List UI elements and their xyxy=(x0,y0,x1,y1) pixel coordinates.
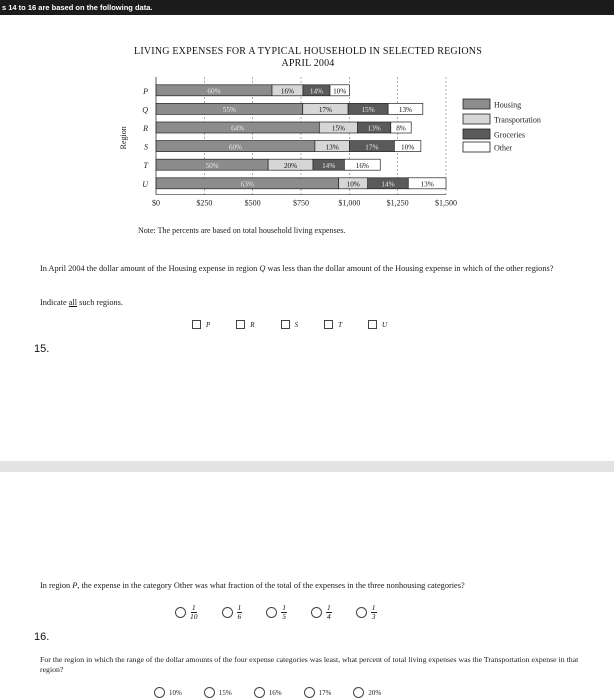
q14-instr-post: such regions. xyxy=(77,298,123,307)
q16-option-17[interactable] xyxy=(304,687,332,698)
data-label-s-other: 10% xyxy=(401,143,415,152)
checkbox[interactable] xyxy=(324,320,333,329)
data-label-t-groceries: 14% xyxy=(322,161,336,170)
region-label-u: U xyxy=(142,179,148,189)
fraction-numerator: 1 xyxy=(282,603,286,612)
radio-button[interactable] xyxy=(266,607,277,618)
checkbox[interactable] xyxy=(192,320,201,329)
q15-prompt-post: , the expense in the category Other was what fraction of the total of the expenses in the three nonhousing categories? xyxy=(77,581,465,590)
q14-option-t[interactable] xyxy=(324,320,342,329)
q15-prompt xyxy=(40,580,600,591)
q14-option-r[interactable] xyxy=(236,320,254,329)
q14-instr-all: all xyxy=(68,298,78,307)
legend-label-housing: Housing xyxy=(494,100,522,110)
legend-label-groceries: Groceries xyxy=(494,130,526,140)
region-label-s: S xyxy=(144,142,148,152)
option-label: P xyxy=(206,320,211,329)
q14-option-s[interactable] xyxy=(281,320,299,329)
legend-label-transportation: Transportation xyxy=(494,115,541,125)
x-tick-label: $250 xyxy=(196,198,213,208)
x-tick-label: $1,000 xyxy=(338,198,361,208)
y-axis-title: Region xyxy=(119,126,128,150)
checkbox[interactable] xyxy=(236,320,245,329)
fraction xyxy=(237,604,243,621)
q14-instruction xyxy=(40,297,123,308)
q16-option-10[interactable] xyxy=(154,687,182,698)
option-label: S xyxy=(294,320,299,329)
q15-prompt-region: P xyxy=(72,581,78,590)
data-label-s-housing: 60% xyxy=(228,143,243,152)
data-label-r-transportation: 15% xyxy=(331,124,346,133)
chart-note xyxy=(138,225,345,236)
radio-button[interactable] xyxy=(304,687,315,698)
living-expenses-chart xyxy=(0,0,614,250)
x-tick-label: $1,500 xyxy=(435,198,457,208)
fraction xyxy=(371,604,377,621)
radio-button[interactable] xyxy=(311,607,322,618)
q15-option-1-5[interactable] xyxy=(266,604,287,621)
data-label-p-groceries: 14% xyxy=(309,87,324,96)
data-label-r-groceries: 13% xyxy=(367,124,381,133)
radio-button[interactable] xyxy=(353,687,364,698)
fraction-denominator: 10 xyxy=(190,612,198,621)
q14-option-u[interactable] xyxy=(368,320,387,329)
q14-prompt-part-3: was less than the dollar amount of the Housing expense in which of the other regions? xyxy=(265,264,554,273)
data-label-q-housing: 55% xyxy=(222,106,236,115)
data-label-r-housing: 64% xyxy=(231,124,245,133)
legend-swatch-groceries xyxy=(463,129,490,139)
legend-swatch-other xyxy=(463,142,490,152)
section-separator xyxy=(0,461,614,472)
option-label: R xyxy=(250,320,255,329)
option-label: U xyxy=(381,320,388,329)
fraction-numerator: 1 xyxy=(191,603,196,612)
q15-option-1-6[interactable] xyxy=(222,604,243,621)
data-label-q-transportation: 17% xyxy=(318,106,333,115)
data-label-u-groceries: 14% xyxy=(381,180,395,189)
radio-button[interactable] xyxy=(154,687,165,698)
q15-option-1-3[interactable] xyxy=(356,604,377,621)
q16-option-20[interactable] xyxy=(353,687,381,698)
fraction-numerator: 1 xyxy=(327,603,331,612)
data-label-s-transportation: 13% xyxy=(325,143,339,152)
option-label: 20% xyxy=(368,688,382,697)
legend-swatch-transportation xyxy=(463,114,490,124)
data-label-r-other: 8% xyxy=(396,124,406,133)
data-label-u-housing: 63% xyxy=(240,180,254,189)
region-label-q: Q xyxy=(142,105,148,115)
legend-label-other: Other xyxy=(494,143,513,153)
q16-option-15[interactable] xyxy=(204,687,232,698)
q14-prompt-region: Q xyxy=(259,264,266,273)
legend-swatch-housing xyxy=(463,99,490,109)
data-label-t-transportation: 20% xyxy=(283,161,298,170)
data-label-u-other: 13% xyxy=(420,180,434,189)
data-label-t-other: 16% xyxy=(355,161,369,170)
region-label-t: T xyxy=(143,161,148,171)
radio-button[interactable] xyxy=(204,687,215,698)
chart-subtitle: APRIL 2004 xyxy=(281,58,335,69)
radio-button[interactable] xyxy=(254,687,265,698)
header-text: s 14 to 16 are based on the following data. xyxy=(2,3,153,12)
fraction-numerator: 1 xyxy=(371,603,376,612)
chart-note-text: Note: The percents are based on total household living expenses. xyxy=(138,226,346,235)
q16-number: 16. xyxy=(34,631,50,643)
q16-option-16[interactable] xyxy=(254,687,282,698)
q15-number: 15. xyxy=(34,343,50,355)
checkbox[interactable] xyxy=(368,320,377,329)
fraction-numerator: 1 xyxy=(237,603,242,612)
region-label-p: P xyxy=(143,86,148,96)
q16-prompt: For the region in which the range of the dollar amounts of the four expense categories was least, what percent of total living expenses was the Transportation expense in that region? xyxy=(40,655,579,674)
q14-prompt xyxy=(40,263,570,274)
q15-options xyxy=(175,604,377,621)
option-label: 17% xyxy=(318,688,332,697)
q15-prompt-pre: In region xyxy=(40,581,73,590)
option-label: 15% xyxy=(218,688,232,697)
fraction-denominator: 5 xyxy=(282,612,286,621)
fraction-denominator: 3 xyxy=(371,612,376,621)
fraction xyxy=(281,604,287,621)
q15-option-1-10[interactable] xyxy=(175,604,198,621)
data-label-p-transportation: 16% xyxy=(280,87,295,96)
radio-button[interactable] xyxy=(356,607,367,618)
data-label-p-other: 10% xyxy=(333,87,347,96)
q14-prompt-part-1: In April 2004 the dollar amount of the Housing expense in region xyxy=(40,264,260,273)
chart-legend xyxy=(463,99,541,153)
checkbox[interactable] xyxy=(281,320,290,329)
data-label-t-housing: 50% xyxy=(205,161,219,170)
q14-options xyxy=(192,320,387,329)
radio-button[interactable] xyxy=(175,607,186,618)
chart-title: LIVING EXPENSES FOR A TYPICAL HOUSEHOLD IN SELECTED REGIONS xyxy=(134,46,482,57)
region-label-r: R xyxy=(143,124,148,133)
fraction xyxy=(190,604,198,621)
q14-instr-pre: Indicate xyxy=(40,298,69,307)
x-tick-label: $0 xyxy=(152,198,160,208)
data-label-u-transportation: 10% xyxy=(346,180,360,189)
radio-button[interactable] xyxy=(222,607,233,618)
option-label: T xyxy=(338,320,342,329)
q15-option-1-4[interactable] xyxy=(311,604,332,621)
q16-options xyxy=(154,687,381,698)
data-label-q-other: 13% xyxy=(398,106,413,115)
data-label-p-housing: 60% xyxy=(207,87,221,96)
option-label: 16% xyxy=(268,688,282,697)
x-tick-label: $500 xyxy=(244,198,261,208)
x-tick-label: $750 xyxy=(293,198,309,208)
fraction xyxy=(326,604,332,621)
option-label: 10% xyxy=(169,688,182,697)
data-label-s-groceries: 17% xyxy=(365,143,379,152)
fraction-denominator: 4 xyxy=(327,612,331,621)
data-label-q-groceries: 15% xyxy=(361,106,375,115)
fraction-denominator: 6 xyxy=(237,612,242,621)
q14-option-p[interactable] xyxy=(192,320,210,329)
x-tick-label: $1,250 xyxy=(386,198,409,208)
